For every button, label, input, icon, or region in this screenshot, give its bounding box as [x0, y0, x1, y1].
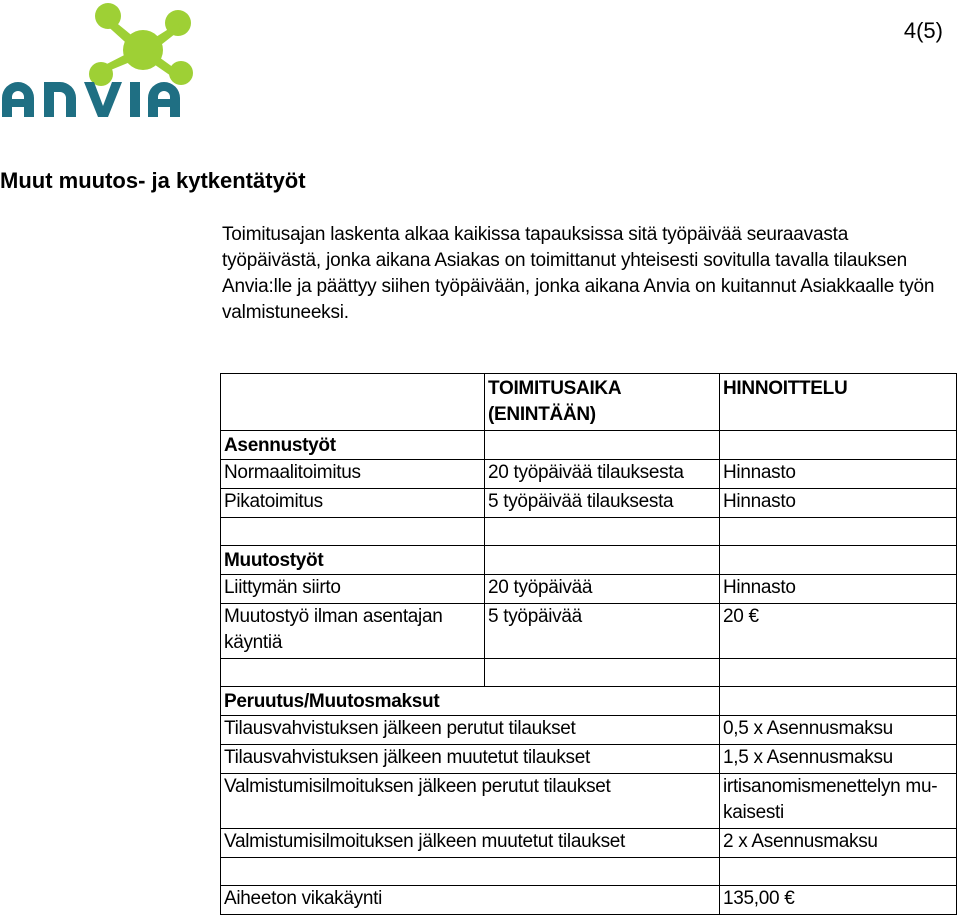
- blank-row: [221, 858, 957, 886]
- empty-cell: [720, 687, 957, 716]
- pricing-table: [220, 373, 957, 915]
- row-time: 20 työpäivää: [485, 575, 720, 604]
- section-title-asennus: Asennustyöt: [221, 431, 485, 460]
- row-name: Pikatoimitus: [221, 489, 485, 518]
- header-pricing: HINNOITTELU: [720, 374, 957, 431]
- table-row: [221, 745, 957, 774]
- section-row-peruutus: [221, 687, 957, 716]
- row-name: Tilausvahvistuksen jälkeen perutut tilaukset: [221, 716, 720, 745]
- header-delivery-time: [485, 374, 720, 431]
- row-price: Hinnasto: [720, 489, 957, 518]
- logo-symbol: [89, 3, 193, 86]
- row-time: 5 työpäivää tilauksesta: [485, 489, 720, 518]
- row-name: Tilausvahvistuksen jälkeen muutetut tilaukset: [221, 745, 720, 774]
- empty-cell: [221, 659, 485, 687]
- row-name: Valmistumisilmoituksen jälkeen perutut tilaukset: [221, 774, 720, 829]
- section-title-muutos: Muutostyöt: [221, 546, 485, 575]
- table-row: [221, 604, 957, 659]
- section-heading: Muut muutos- ja kytkentätyöt: [0, 168, 306, 193]
- table-header-row: [221, 374, 957, 431]
- section-title-peruutus: Peruutus/Muutosmaksut: [221, 687, 720, 716]
- row-price: 0,5 x Asennusmaksu: [720, 716, 957, 745]
- empty-cell: [485, 431, 720, 460]
- header-delivery-time-line1: TOIMITUSAIKA: [488, 378, 622, 399]
- table-row: [221, 489, 957, 518]
- row-price: [720, 774, 957, 829]
- row-price: Hinnasto: [720, 460, 957, 489]
- row-name: Liittymän siirto: [221, 575, 485, 604]
- table-row: [221, 829, 957, 858]
- empty-cell: [720, 518, 957, 546]
- empty-cell: [221, 858, 720, 886]
- empty-cell: [221, 518, 485, 546]
- row-name: Valmistumisilmoituksen jälkeen muutetut tilaukset: [221, 829, 720, 858]
- logo-wordmark: [2, 82, 180, 117]
- blank-row: [221, 518, 957, 546]
- row-price: Hinnasto: [720, 575, 957, 604]
- blank-row: [221, 659, 957, 687]
- row-name: Normaalitoimitus: [221, 460, 485, 489]
- row-name: Aiheeton vikakäynti: [221, 886, 720, 915]
- table-row: [221, 716, 957, 745]
- header-empty-cell: [221, 374, 485, 431]
- anvia-logo: [0, 0, 200, 125]
- empty-cell: [485, 518, 720, 546]
- row-price: 135,00 €: [720, 886, 957, 915]
- empty-cell: [485, 546, 720, 575]
- empty-cell: [485, 659, 720, 687]
- section-row-asennus: [221, 431, 957, 460]
- empty-cell: [720, 659, 957, 687]
- row-price: 1,5 x Asennusmaksu: [720, 745, 957, 774]
- page-number: 4(5): [903, 18, 943, 43]
- row-name: Muutostyö ilman asentajan käyntiä: [221, 604, 485, 659]
- row-time: 5 työpäivää: [485, 604, 720, 659]
- empty-cell: [720, 858, 957, 886]
- row-price: 2 x Asennusmaksu: [720, 829, 957, 858]
- empty-cell: [720, 546, 957, 575]
- empty-cell: [720, 431, 957, 460]
- row-time: 20 työpäivää tilauksesta: [485, 460, 720, 489]
- header-delivery-time-line2: (ENINTÄÄN): [488, 404, 596, 425]
- intro-paragraph: Toimitusajan laskenta alkaa kaikissa tapauksissa sitä työpäivää seuraavasta työpäivästä, jonka aikana Asiakas on toimittanut yhteisesti sovitulla tavalla tilauksen Anvia:lle ja päättyy siihen työpäivään, jonka aikana Anvia on kuitannut Asiakkaalle työn valmistuneeksi.: [222, 224, 935, 323]
- row-price: 20 €: [720, 604, 957, 659]
- table-row: [221, 774, 957, 829]
- table-row: [221, 575, 957, 604]
- section-row-muutos: [221, 546, 957, 575]
- table-row: [221, 886, 957, 915]
- row-price-line2: kaisesti: [723, 802, 784, 823]
- row-price-line1: irtisanomismenettelyn mu-: [723, 776, 938, 797]
- table-row: [221, 460, 957, 489]
